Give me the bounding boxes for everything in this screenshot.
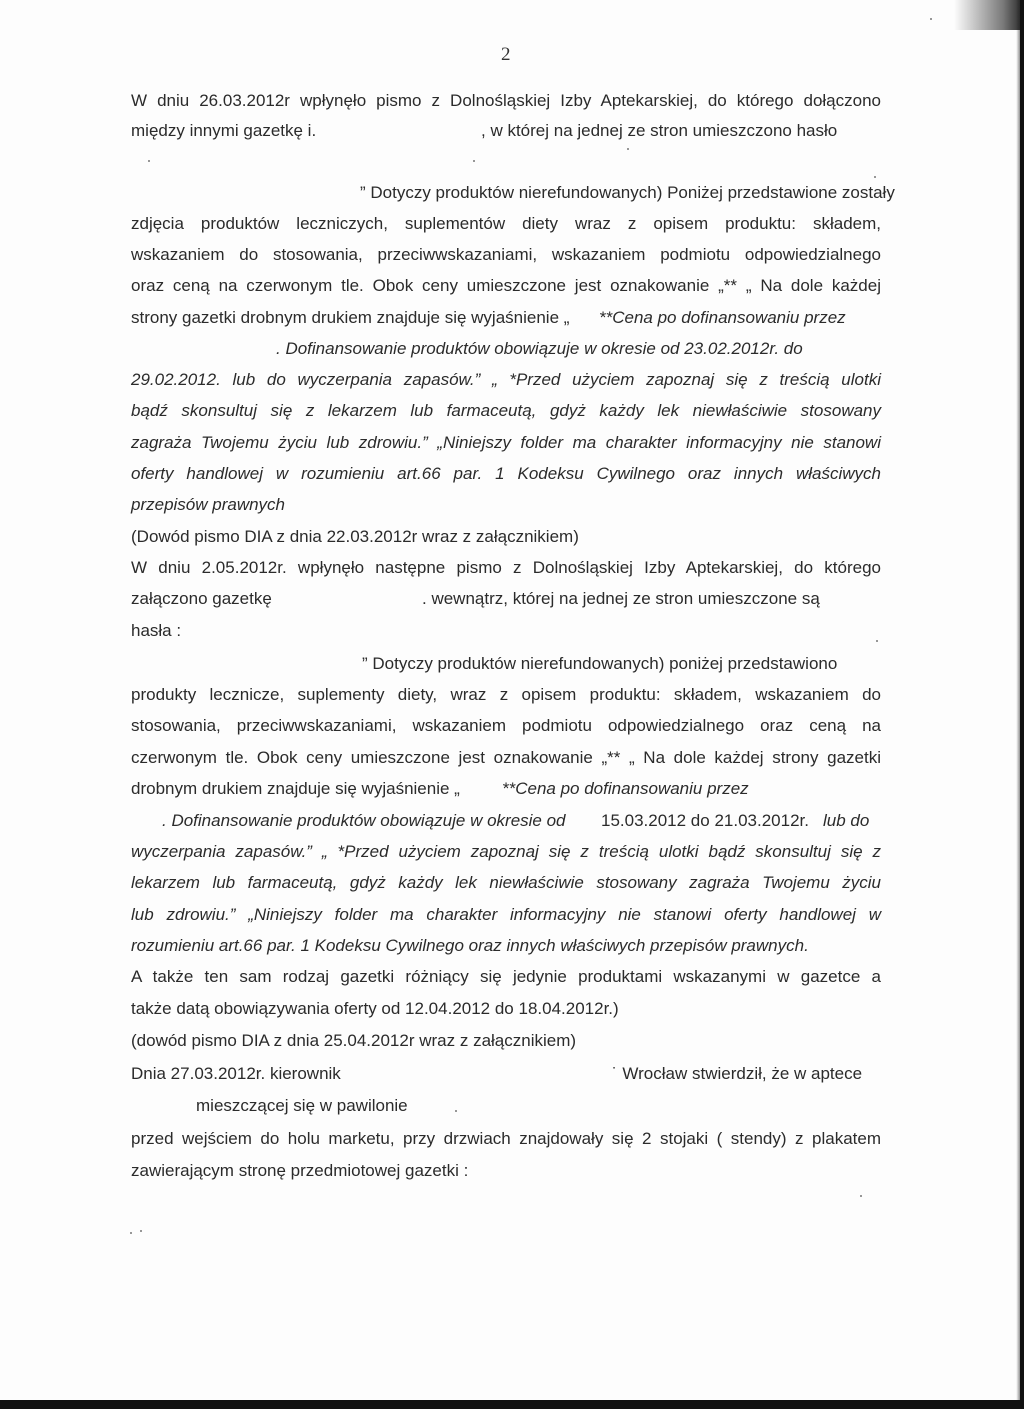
text-line: zdjęcia produktów leczniczych, suplementów diety wraz z opisem produktu: składem, xyxy=(131,214,881,233)
text-line: W dniu 2.05.2012r. wpłynęło następne pismo z Dolnośląskiej Izby Aptekarskiej, do którego xyxy=(131,558,881,577)
text-line: przepisów prawnych xyxy=(131,495,286,514)
text-line: wyczerpania zapasów.” „ *Przed użyciem zapoznaj się z treścią ulotki bądź skonsultuj się z xyxy=(131,842,881,861)
scan-speck xyxy=(860,1195,862,1197)
scan-speck xyxy=(930,18,932,20)
text-line: lekarzem lub farmaceutą, gdyż każdy lek niewłaściwie stosowany zagraża Twojemu życiu xyxy=(131,873,881,892)
scan-speck xyxy=(874,176,876,178)
text-line: A także ten sam rodzaj gazetki różniący się jedynie produktami wskazanymi w gazetce a xyxy=(131,967,881,986)
text-line: między innymi gazetkę i. xyxy=(131,121,317,140)
text-line: hasła : xyxy=(131,621,182,640)
text-line: bądź skonsultuj się z lekarzem lub farmaceutą, gdyż każdy lek niewłaściwie stosowany xyxy=(131,401,881,420)
text-line: ˙ Wrocław stwierdził, że w aptece xyxy=(612,1064,863,1083)
scan-speck xyxy=(140,1230,142,1232)
scan-speck xyxy=(473,160,475,162)
text-line: także datą obowiązywania oferty od 12.04.2012 do 18.04.2012r.) xyxy=(131,999,619,1018)
text-line: W dniu 26.03.2012r wpłynęło pismo z Dolnośląskiej Izby Aptekarskiej, do którego dołączono xyxy=(131,91,881,110)
page-number: 2 xyxy=(501,44,511,65)
text-line: **Cena po dofinansowaniu przez xyxy=(502,779,749,798)
scan-speck xyxy=(876,640,878,642)
scan-edge-right xyxy=(1020,0,1024,1409)
text-line: **Cena po dofinansowaniu przez xyxy=(599,308,846,327)
text-line: . wewnątrz, której na jednej ze stron umieszczone są xyxy=(422,589,820,608)
scan-edge-shadow xyxy=(972,0,1024,1409)
scan-corner-shadow xyxy=(954,0,1024,30)
text-line: zawierającym stronę przedmiotowej gazetki : xyxy=(131,1161,469,1180)
text-line: zagraża Twojemu życiu lub zdrowiu.” „Niniejszy folder ma charakter informacyjny nie stanowi xyxy=(131,433,881,452)
text-line: wskazaniem do stosowania, przeciwwskazaniami, wskazaniem podmiotu odpowiedzialnego xyxy=(131,245,881,264)
scan-speck xyxy=(148,160,150,162)
text-line: Dnia 27.03.2012r. kierownik xyxy=(131,1064,341,1083)
text-line: załączono gazetkę xyxy=(131,589,272,608)
text-line: 29.02.2012. lub do wyczerpania zapasów.” „ *Przed użyciem zapoznaj się z treścią ulotki xyxy=(131,370,881,389)
text-line: czerwonym tle. Obok ceny umieszczone jest oznakowanie „** „ Na dole każdej strony gazetki xyxy=(131,748,881,767)
scan-speck xyxy=(627,148,629,150)
text-line: oraz ceną na czerwonym tle. Obok ceny umieszczone jest oznakowanie „** „ Na dole każdej xyxy=(131,276,881,295)
text-line: lub zdrowiu.” „Niniejszy folder ma charakter informacyjny nie stanowi oferty handlowej w xyxy=(131,905,881,924)
text-line: ” Dotyczy produktów nierefundowanych) poniżej przedstawiono xyxy=(362,654,838,673)
text-line: strony gazetki drobnym drukiem znajduje się wyjaśnienie „ xyxy=(131,308,570,327)
scan-speck xyxy=(455,1110,457,1112)
scan-speck xyxy=(130,1232,132,1234)
text-line: oferty handlowej w rozumieniu art.66 par. 1 Kodeksu Cywilnego oraz innych właściwych xyxy=(131,464,881,483)
text-line: mieszczącej się w pawilonie xyxy=(196,1096,408,1115)
text-line: przed wejściem do holu marketu, przy drzwiach znajdowały się 2 stojaki ( stendy) z plakatem xyxy=(131,1129,881,1148)
text-line: , w której na jednej ze stron umieszczono hasło xyxy=(481,121,838,140)
text-line: . Dofinansowanie produktów obowiązuje w okresie od xyxy=(162,811,566,830)
text-line: stosowania, przeciwwskazaniami, wskazaniem podmiotu odpowiedzialnego oraz ceną na xyxy=(131,716,881,735)
scan-edge-bottom xyxy=(0,1400,1024,1409)
text-line: . Dofinansowanie produktów obowiązuje w okresie od 23.02.2012r. do xyxy=(276,339,803,358)
text-line: lub do xyxy=(823,811,870,830)
text-line: rozumieniu art.66 par. 1 Kodeksu Cywilnego oraz innych właściwych przepisów prawnych. xyxy=(131,936,809,955)
text-line: (Dowód pismo DIA z dnia 22.03.2012r wraz z załącznikiem) xyxy=(131,527,579,546)
text-line: drobnym drukiem znajduje się wyjaśnienie „ xyxy=(131,779,460,798)
text-line: 15.03.2012 do 21.03.2012r. xyxy=(601,811,809,830)
text-line: produkty lecznicze, suplementy diety, wraz z opisem produktu: składem, wskazaniem do xyxy=(131,685,881,704)
text-line: ” Dotyczy produktów nierefundowanych) Poniżej przedstawione zostały xyxy=(360,183,895,202)
text-line: (dowód pismo DIA z dnia 25.04.2012r wraz z załącznikiem) xyxy=(131,1031,577,1050)
